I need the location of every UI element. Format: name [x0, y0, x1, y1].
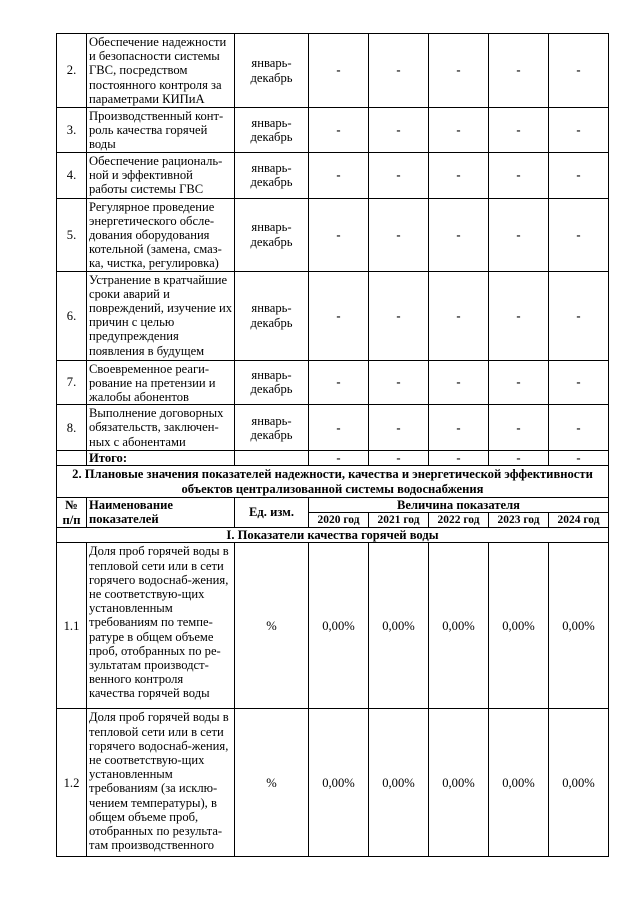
value-cell: -	[549, 198, 609, 271]
total-period-cell	[235, 451, 309, 466]
value-cell: -	[489, 405, 549, 451]
table-row	[57, 360, 609, 405]
value-cell: -	[429, 34, 489, 108]
header-value-group: Величина показателя	[309, 497, 609, 512]
value-cell: -	[489, 271, 549, 360]
indicator-name: Доля проб горячей воды в тепловой сети или в сети горячего водоснаб-жения, не соответствую-щих установленным требованиям по темпе-ратуре в общем объеме проб, отобранных по ре-зультатам производст-венного контроля качества горячей воды	[87, 543, 235, 709]
value-cell: 0,00%	[549, 543, 609, 709]
table-row	[57, 405, 609, 451]
header-number: № п/п	[57, 497, 87, 527]
table-row	[57, 34, 609, 108]
period-cell: январь-декабрь	[235, 108, 309, 153]
table-row	[57, 152, 609, 198]
value-cell: -	[429, 405, 489, 451]
value-cell: -	[369, 152, 429, 198]
value-cell: -	[369, 34, 429, 108]
total-value: -	[549, 451, 609, 466]
value-cell: -	[309, 34, 369, 108]
measure-name: Выполнение договорных обязательств, заключен-ных с абонентами	[87, 405, 235, 451]
total-number-cell	[57, 451, 87, 466]
row-number: 6.	[57, 271, 87, 360]
value-cell: -	[489, 198, 549, 271]
value-cell: -	[549, 360, 609, 405]
table-row	[57, 198, 609, 271]
table-row	[57, 543, 609, 709]
total-value: -	[309, 451, 369, 466]
value-cell: -	[429, 360, 489, 405]
unit-cell: %	[235, 709, 309, 857]
measure-name: Своевременное реаги-рование на претензии и жалобы абонентов	[87, 360, 235, 405]
value-cell: -	[369, 271, 429, 360]
indicator-name: Доля проб горячей воды в тепловой сети или в сети горячего водоснаб-жения, не соответствую-щих установленным требованиям (за исклю-чением температуры), в общем объеме проб, отобранных по результа-там производственного	[87, 709, 235, 857]
header-row	[57, 497, 609, 512]
value-cell: -	[309, 360, 369, 405]
value-cell: -	[369, 198, 429, 271]
row-number: 8.	[57, 405, 87, 451]
row-number: 2.	[57, 34, 87, 108]
period-cell: январь-декабрь	[235, 271, 309, 360]
value-cell: -	[309, 152, 369, 198]
plan-table	[56, 33, 609, 857]
value-cell: -	[309, 271, 369, 360]
value-cell: -	[549, 34, 609, 108]
section-title: 2. Плановые значения показателей надежности, качества и энергетической эффективности объектов централизованной системы водоснабжения	[57, 466, 609, 497]
header-unit: Ед. изм.	[235, 497, 309, 527]
row-number: 1.1	[57, 543, 87, 709]
value-cell: -	[309, 108, 369, 153]
table-row	[57, 271, 609, 360]
value-cell: 0,00%	[489, 709, 549, 857]
period-cell: январь-декабрь	[235, 152, 309, 198]
value-cell: -	[309, 198, 369, 271]
value-cell: 0,00%	[429, 543, 489, 709]
value-cell: -	[549, 405, 609, 451]
total-value: -	[429, 451, 489, 466]
value-cell: 0,00%	[489, 543, 549, 709]
value-cell: 0,00%	[309, 543, 369, 709]
value-cell: 0,00%	[369, 709, 429, 857]
period-cell: январь-декабрь	[235, 405, 309, 451]
value-cell: -	[429, 271, 489, 360]
value-cell: -	[429, 152, 489, 198]
measure-name: Регулярное проведение энергетического обсле-дования оборудования котельной (замена, смаз-ка, чистка, регулировка)	[87, 198, 235, 271]
document-page	[56, 33, 608, 857]
measure-name: Устранение в кратчайшие сроки аварий и повреждений, изучение их причин с целью предупреждения появления в будущем	[87, 271, 235, 360]
subsection-title-row	[57, 528, 609, 543]
value-cell: -	[369, 405, 429, 451]
value-cell: -	[369, 360, 429, 405]
row-number: 4.	[57, 152, 87, 198]
row-number: 1.2	[57, 709, 87, 857]
value-cell: -	[369, 108, 429, 153]
table-row	[57, 709, 609, 857]
measure-name: Обеспечение рациональ-ной и эффективной работы системы ГВС	[87, 152, 235, 198]
value-cell: -	[549, 108, 609, 153]
value-cell: 0,00%	[369, 543, 429, 709]
total-value: -	[489, 451, 549, 466]
value-cell: -	[489, 34, 549, 108]
value-cell: 0,00%	[429, 709, 489, 857]
period-cell: январь-декабрь	[235, 360, 309, 405]
measure-name: Производственный конт-роль качества горячей воды	[87, 108, 235, 153]
value-cell: -	[489, 152, 549, 198]
period-cell: январь-декабрь	[235, 198, 309, 271]
row-number: 5.	[57, 198, 87, 271]
total-value: -	[369, 451, 429, 466]
header-year: 2020 год	[309, 513, 369, 528]
measure-name: Обеспечение надежности и безопасности системы ГВС, посредством постоянного контроля за параметрами КИПиА	[87, 34, 235, 108]
header-year: 2024 год	[549, 513, 609, 528]
header-year: 2022 год	[429, 513, 489, 528]
value-cell: -	[489, 108, 549, 153]
unit-cell: %	[235, 543, 309, 709]
table-row	[57, 108, 609, 153]
row-number: 3.	[57, 108, 87, 153]
value-cell: -	[549, 271, 609, 360]
header-year: 2021 год	[369, 513, 429, 528]
value-cell: -	[549, 152, 609, 198]
total-row	[57, 451, 609, 466]
value-cell: 0,00%	[309, 709, 369, 857]
value-cell: 0,00%	[549, 709, 609, 857]
header-name: Наименование показателей	[87, 497, 235, 527]
value-cell: -	[489, 360, 549, 405]
subsection-title: I. Показатели качества горячей воды	[57, 528, 609, 543]
row-number: 7.	[57, 360, 87, 405]
value-cell: -	[429, 198, 489, 271]
value-cell: -	[309, 405, 369, 451]
value-cell: -	[429, 108, 489, 153]
total-label: Итого:	[87, 451, 235, 466]
header-year: 2023 год	[489, 513, 549, 528]
section-title-row	[57, 466, 609, 497]
period-cell: январь-декабрь	[235, 34, 309, 108]
